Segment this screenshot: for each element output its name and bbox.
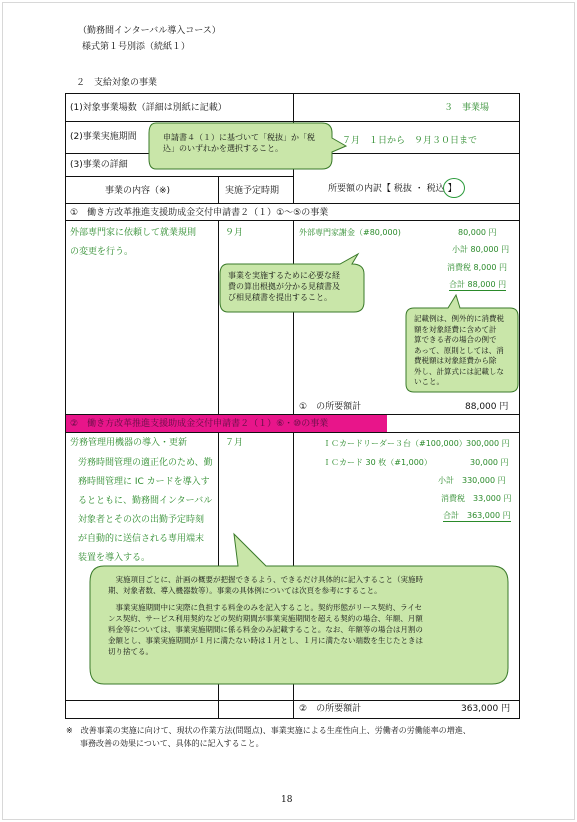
- section2-content-line: 装置を導入する。: [78, 553, 151, 563]
- page-number: 18: [281, 795, 293, 805]
- site-count-value: ３ 事業場: [444, 103, 490, 113]
- section1-title: ① 働き方改革推進支援助成金交付申請書２（１）①～⑤の事業: [70, 208, 329, 218]
- form-title: 様式第１号別添（続紙１）: [82, 42, 191, 52]
- section2-content-line: 労務管理用機器の導入・更新: [70, 438, 188, 448]
- section2-required-label: ② の所要額計: [299, 704, 362, 714]
- section1-cost-item: 外部専門家謝金（#80,000): [299, 228, 401, 237]
- section2-content-line: 務時間管理に IC カードを導入す: [78, 477, 210, 487]
- section2-cost-item: ＩＣカード 30 枚（#1,000）: [323, 458, 432, 467]
- footnote: ※ 改善事業の実施に向けて、現状の作業方法(問題点)、事業実施による生産性向上、労働者の労働能率の増進、 事務改善の効果について、具体的に記入すること。: [66, 726, 471, 748]
- site-count-label: (1)対象事業場数（詳細は別紙に記載）: [70, 103, 227, 113]
- section1-required-amount: 88,000 円: [465, 402, 509, 412]
- section1-total: 合計 88,000 円: [449, 280, 507, 289]
- section2-cost-amount: 300,000 円: [466, 439, 510, 448]
- section2-content-line: るとともに、勤務間インターバル: [78, 496, 213, 506]
- column-content: 事業の内容（※): [105, 186, 171, 196]
- section2-content-line: 対象者とその次の出勤予定時刻: [78, 515, 205, 525]
- section1-required-label: ① の所要額計: [299, 402, 362, 412]
- selection-circle: [443, 178, 465, 198]
- section2-content-line: 労務時間管理の適正化のため、勤: [78, 458, 213, 468]
- section2-cost-amount: 30,000 円: [470, 458, 509, 467]
- section1-cost-amount: 80,000 円: [458, 228, 497, 237]
- section1-content-line: 外部専門家に依頼して就業規則: [70, 228, 197, 238]
- section1-content-line: の変更を行う。: [70, 247, 134, 257]
- section2-content-line: が自動的に送信される専用端末: [78, 534, 205, 544]
- section2-title: ② 働き方改革推進支援助成金交付申請書２（１）⑥・⑩の事業: [70, 419, 329, 429]
- section1-tax: 消費税 8,000 円: [447, 263, 507, 272]
- section2-cost-item: ＩＣカードリーダー３台（#100,000）: [323, 439, 467, 448]
- section-title: ２ 支給対象の事業: [76, 78, 158, 88]
- section1-subtotal: 小計 80,000 円: [452, 245, 510, 254]
- column-schedule: 実施予定時期: [225, 186, 280, 196]
- estimate-note-callout: 事業を実施するために必要な経 費の算出根拠が分かる見積書及 び相見積書を提出すること。: [228, 271, 340, 302]
- detail-label: (3)事業の詳細: [70, 160, 128, 170]
- section2-total: 合計 363,000 円: [443, 511, 511, 520]
- section2-schedule: ７月: [225, 438, 244, 448]
- column-breakdown: 所要額の内訳【 税抜 ・ 税込 】: [328, 184, 457, 194]
- section2-subtotal: 小計 330,000 円: [438, 476, 506, 485]
- section1-schedule: ９月: [225, 228, 244, 238]
- period-label: (2)事業実施期間: [70, 132, 137, 142]
- tax-included-option: 税込: [426, 184, 445, 194]
- period-value: ７月 １日から ９月３０日まで: [342, 136, 478, 146]
- section2-required-amount: 363,000 円: [461, 704, 511, 714]
- detail-note-callout: 実施項目ごとに、計画の概要が把握できるよう、できるだけ具体的に記入すること（実施時 期、対象者数、導入機器数等）。事業の具体例については次頁を参考にすること。 事業実施期間中に実際に負担する料金のみを記入すること。契約形態がリース契約、ライセ ンス契約、サービス利用契約などの契約期間が事業実施期間を超える契約の場合、年額、月額 料金等については、事業実施期間に係る料金のみ記載すること。なお、年額等の場合は月割の 金額とし、事業実施期間が１月に満たない時は１月とし、１月に満たない端数を生じたときは 切り捨てる。: [108, 575, 423, 656]
- tax-note-callout: 申請書４（１）に基づいて「税抜」か「税 込」のいずれかを選択すること。: [163, 133, 315, 153]
- course-title: （勤務間インターバル導入コース）: [78, 26, 221, 36]
- section2-tax: 消費税 33,000 円: [441, 494, 512, 503]
- tax-excluded-option: 税抜: [393, 184, 412, 194]
- tax-example-callout: 記載例は、例外的に消費税 額を対象経費に含めて計 算できる者の場合の例で あって、原則としては、消 費税額は対象経費から除 外し、計算式には記載しな いこと。: [414, 314, 504, 386]
